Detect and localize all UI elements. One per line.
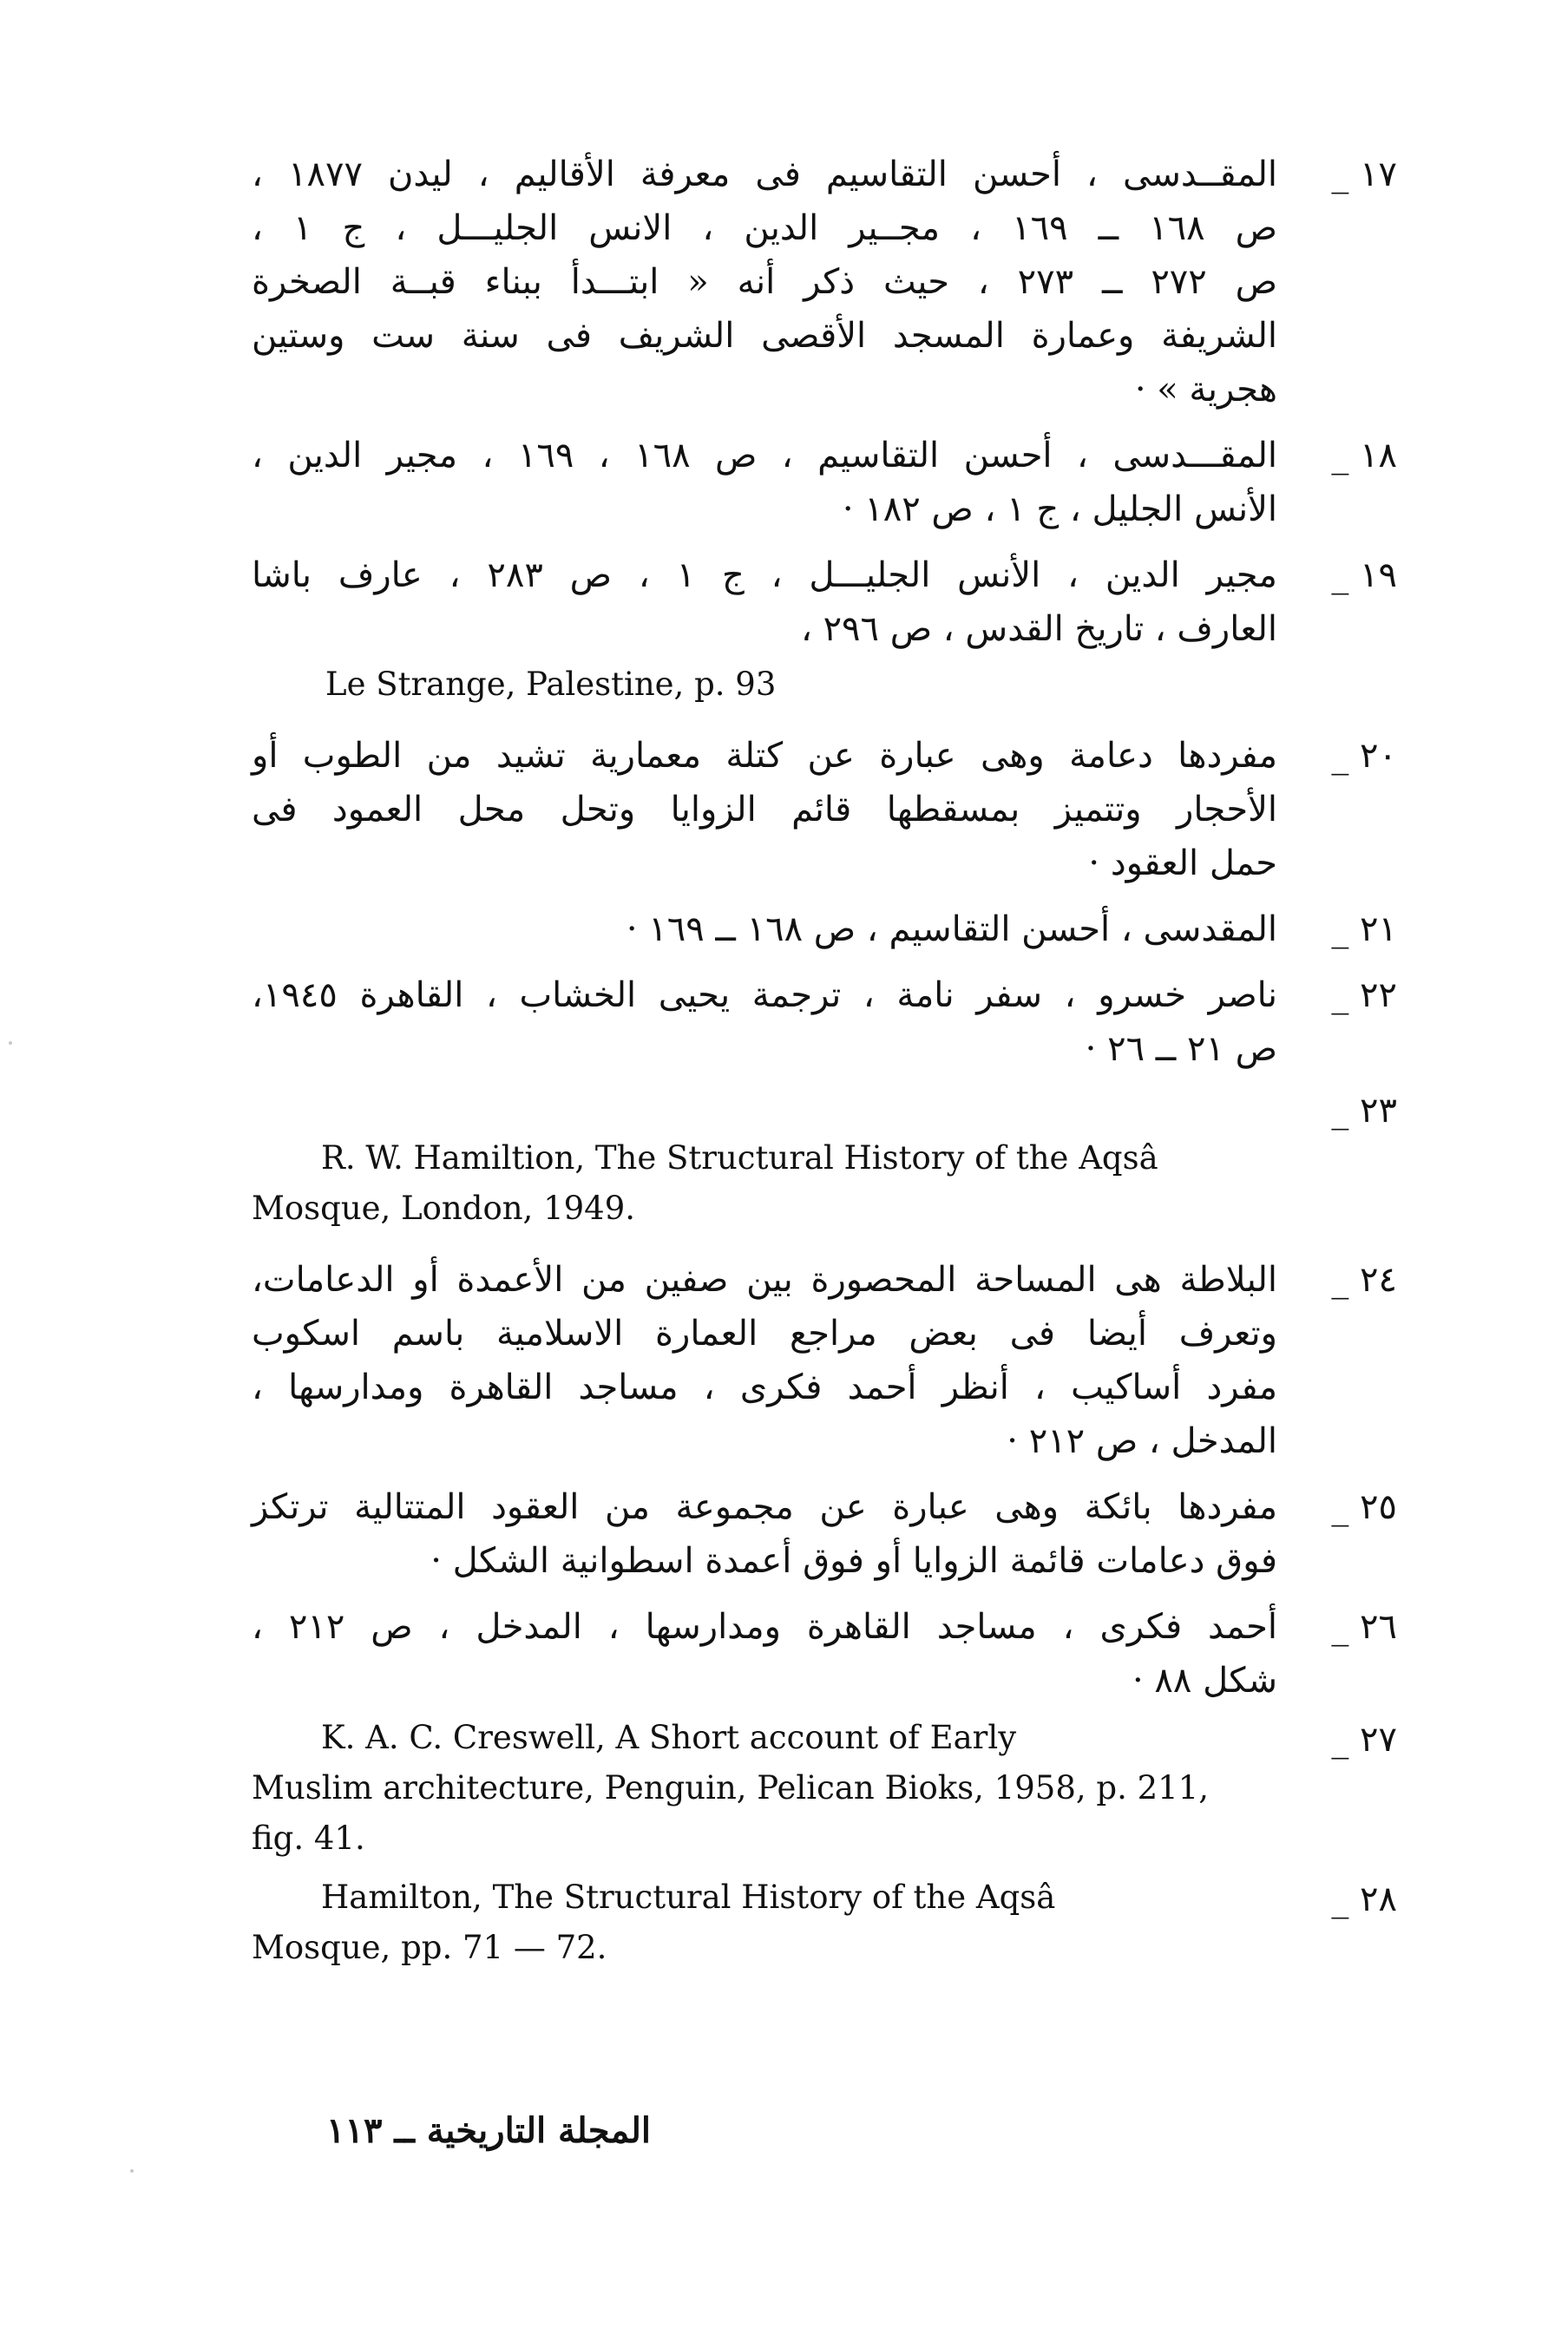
footnote-23 — [252, 1088, 1397, 1133]
footnote-text — [252, 548, 1302, 656]
footnote-19 — [252, 548, 1397, 656]
footnote-20 — [252, 729, 1397, 890]
footnote-line: ص ٢١ ــ ٢٦ · — [1085, 1029, 1277, 1069]
footnote-line: الأنس الجليل ، ج ١ ، ص ١٨٢ · — [842, 489, 1277, 529]
footnote-28 — [252, 1872, 1397, 1973]
footnote-text — [252, 1872, 1302, 1973]
footnote-number: ٢٦ _ — [1331, 1607, 1397, 1647]
footnote-line: هجرية » · — [1134, 370, 1277, 410]
footnote-text — [252, 148, 1302, 416]
footnote-number: ٢٢ _ — [1331, 975, 1397, 1015]
footnote-line: فوق دعامات قائمة الزوايا أو فوق أعمدة اسطوانية الشكل · — [430, 1541, 1277, 1581]
latin-line: Mosque, pp. 71 — 72. — [252, 1929, 607, 1966]
scan-speck — [9, 1041, 12, 1045]
footnote-line: شكل ٨٨ · — [1132, 1661, 1277, 1701]
footnote-number: ٢٤ _ — [1331, 1260, 1397, 1300]
footnotes-column — [252, 148, 1397, 1985]
footnote-line: الشريفة وعمارة المسجد الأقصى الشريف فى سنة ست وستين — [252, 316, 1277, 356]
scan-speck — [130, 2169, 134, 2173]
footnote-text — [252, 1600, 1302, 1708]
latin-line: fig. 41. — [252, 1820, 365, 1857]
latin-line: Muslim architecture, Penguin, Pelican Bioks, 1958, p. 211, — [252, 1769, 1209, 1807]
footnote-21 — [252, 902, 1397, 956]
footnote-26 — [252, 1600, 1397, 1708]
footnote-line: المقـــدسى ، أحسن التقاسيم ، ص ١٦٨ ، ١٦٩ ، مجير الدين ، — [252, 436, 1277, 475]
footnote-line: العارف ، تاريخ القدس ، ص ٢٩٦ ، — [800, 609, 1277, 649]
footnote-22 — [252, 968, 1397, 1076]
footnote-18 — [252, 429, 1397, 536]
latin-line: Mosque, London, 1949. — [252, 1190, 635, 1227]
footnote-line: المقدسى ، أحسن التقاسيم ، ص ١٦٨ ــ ١٦٩ · — [626, 909, 1277, 949]
latin-line: Hamilton, The Structural History of the Aqsâ — [321, 1879, 1056, 1916]
footnote-23-latin — [252, 1133, 1397, 1234]
footnote-number: ٢٣ _ — [1331, 1091, 1397, 1131]
footnote-line: مفرد أساكيب ، أنظر أحمد فكرى ، مساجد القاهرة ومدارسها ، — [252, 1367, 1277, 1407]
footnote-number: ١٨ _ — [1331, 436, 1397, 475]
footnote-17 — [252, 148, 1397, 416]
footnote-line: المدخل ، ص ٢١٢ · — [1007, 1421, 1277, 1461]
footnote-line: مجير الدين ، الأنس الجليـــل ، ج ١ ، ص ٢٨٣ ، عارف باشا — [252, 555, 1277, 595]
footnote-24 — [252, 1253, 1397, 1468]
footnote-number: ٢٧ _ — [1331, 1720, 1397, 1760]
latin-line: K. A. C. Creswell, A Short account of Early — [321, 1719, 1017, 1756]
footnote-number: ١٧ _ — [1331, 154, 1397, 194]
footnote-text — [252, 968, 1302, 1076]
footnote-line: ص ١٦٨ ــ ١٦٩ ، مجــير الدين ، الانس الجليـــل ، ج ١ ، — [252, 208, 1278, 248]
footnote-line: الأحجار وتتميز بمسقطها قائم الزوايا وتحل محل العمود فى — [252, 790, 1277, 830]
footnote-number: ٢٥ _ — [1331, 1487, 1397, 1527]
footnote-25 — [252, 1480, 1397, 1588]
footnote-line: أحمد فكرى ، مساجد القاهرة ومدارسها ، المدخل ، ص ٢١٢ ، — [252, 1607, 1278, 1647]
footnote-27 — [252, 1713, 1397, 1864]
footnote-text — [252, 902, 1302, 956]
footnote-number: ٢١ _ — [1331, 909, 1397, 949]
footnote-line: مفردها دعامة وهى عبارة عن كتلة معمارية تشيد من الطوب أو — [252, 736, 1277, 776]
footnote-line: مفردها بائكة وهى عبارة عن مجموعة من العقود المتتالية ترتكز — [252, 1487, 1277, 1527]
footnote-text — [252, 1480, 1302, 1588]
footnote-line: ص ٢٧٢ ــ ٢٧٣ ، حيث ذكر أنه « ابتـــدأ ببناء قبــة الصخرة — [252, 262, 1277, 302]
footnote-line: حمل العقود · — [1088, 843, 1277, 883]
footnote-19-latin: Le Strange, Palestine, p. 93 — [325, 666, 777, 703]
page-footer: المجلة التاريخية ــ ١١٣ — [326, 2110, 651, 2151]
footnote-number: ٢٨ _ — [1331, 1879, 1397, 1919]
footnote-line: المقــدسى ، أحسن التقاسيم فى معرفة الأقاليم ، ليدن ١٨٧٧ ، — [252, 154, 1277, 194]
footnote-line: ناصر خسرو ، سفر نامة ، ترجمة يحيى الخشاب ، القاهرة ١٩٤٥، — [252, 975, 1277, 1015]
footnote-line: وتعرف أيضا فى بعض مراجع العمارة الاسلامية باسم اسكوب — [252, 1314, 1277, 1354]
footnote-text — [252, 1713, 1302, 1864]
footnote-text — [252, 729, 1302, 890]
footnote-text — [252, 1253, 1302, 1468]
footnote-number: ١٩ _ — [1331, 555, 1397, 595]
latin-line: R. W. Hamiltion, The Structural History of the Aqsâ — [321, 1139, 1158, 1177]
footnote-number: ٢٠ _ — [1331, 736, 1397, 776]
footnote-text — [252, 429, 1302, 536]
footnote-line: البلاطة هى المساحة المحصورة بين صفين من الأعمدة أو الدعامات، — [252, 1260, 1277, 1300]
